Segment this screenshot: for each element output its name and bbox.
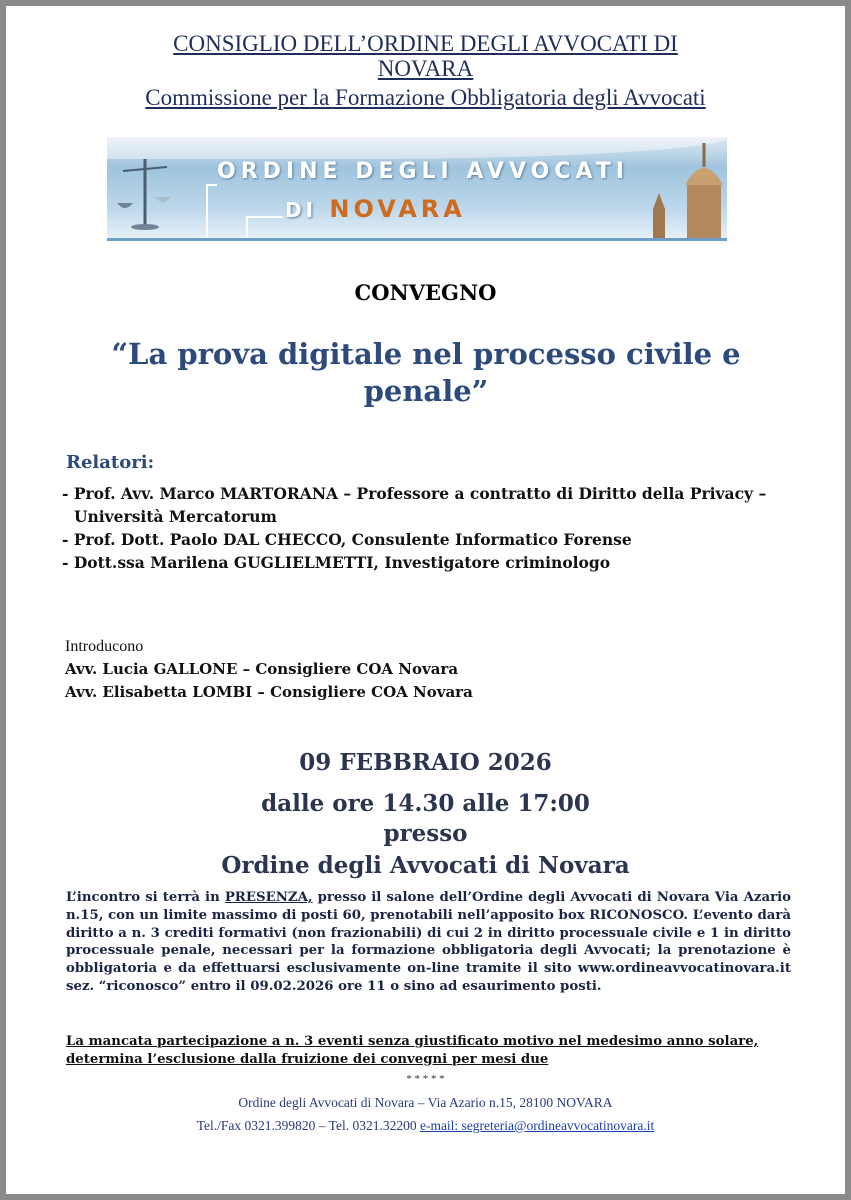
event-presso: presso [383,820,468,847]
event-time: dalle ore 14.30 alle 17:00 [261,790,590,817]
scales-of-justice-icon [115,151,175,231]
footer-contacts [6,1118,845,1134]
footer-phones: Tel./Fax 0321.399820 – Tel. 0321.32200 [196,1118,420,1133]
header-line-2: NOVARA [377,56,474,81]
order-banner-logo [107,137,727,241]
separator-stars: * * * * * [406,1073,445,1085]
speaker-item: - Dott.ssa Marilena GUGLIELMETTI, Investigatore criminologo [62,553,611,572]
cupola-dome-icon [647,143,727,238]
banner-novara: NOVARA [329,195,466,223]
event-title-line-2: penale” [363,374,489,408]
event-details-paragraph: L’incontro si terrà in PRESENZA, presso il salone dell’Ordine degli Avvocati di Novara Via Azario n.15, con un limite massimo di posti 60, prenotabili nell’apposito box RICONOSCO. L’evento darà diritto a n. 3 crediti formativi (non frazionabili) di cui 2 in diritto processuale civile e 1 in diritto processuale penale, necessari per la formazione obbligatoria degli Avvocati; la prenotazione è obbligatoria e da effettuarsi esclusivamente on-line tramite il sito www.ordineavvocatinovara.it sez. “riconosco” entro il 09.02.2026 ore 11 o sino ad esaurimento posti. [66,890,791,994]
footer-email-link[interactable]: e-mail: segreteria@ordineavvocatinovara.it [419,1118,655,1133]
intro-heading: Introducono [65,638,144,655]
banner-lines-decoration [187,177,287,239]
event-title [76,336,776,410]
header-line-1: CONSIGLIO DELL’ORDINE DEGLI AVVOCATI DI [173,31,678,56]
event-date: 09 FEBBRAIO 2026 [299,749,552,776]
presenza-emphasis: PRESENZA, [224,890,313,905]
intro-item: Avv. Elisabetta LOMBI – Consigliere COA Novara [65,683,473,701]
intro-item: Avv. Lucia GALLONE – Consigliere COA Novara [65,660,459,678]
event-type: CONVEGNO [354,280,497,305]
event-title-line-1: “La prova digitale nel processo civile e [111,337,741,371]
speaker-item: - Prof. Dott. Paolo DAL CHECCO, Consulente Informatico Forense [62,530,632,549]
header-subtitle: Commissione per la Formazione Obbligatoria degli Avvocati [145,85,706,110]
footer-address: Ordine degli Avvocati di Novara – Via Azario n.15, 28100 NOVARA [238,1095,613,1110]
speakers-heading: Relatori: [66,452,155,473]
banner-title: ORDINE DEGLI AVVOCATI [217,159,629,184]
banner-subtitle [285,195,466,223]
event-place: Ordine degli Avvocati di Novara [221,852,630,879]
speakers-list [62,482,792,574]
banner-di: DI [285,198,318,222]
speaker-item: - Prof. Avv. Marco MARTORANA – Professore a contratto di Diritto della Privacy – Università Mercatorum [62,484,767,526]
document-page [6,6,845,1194]
attendance-warning: La mancata partecipazione a n. 3 eventi senza giustificato motivo nel medesimo anno solare, determina l’esclusione dalla fruizione dei convegni per mesi due [66,1034,759,1067]
